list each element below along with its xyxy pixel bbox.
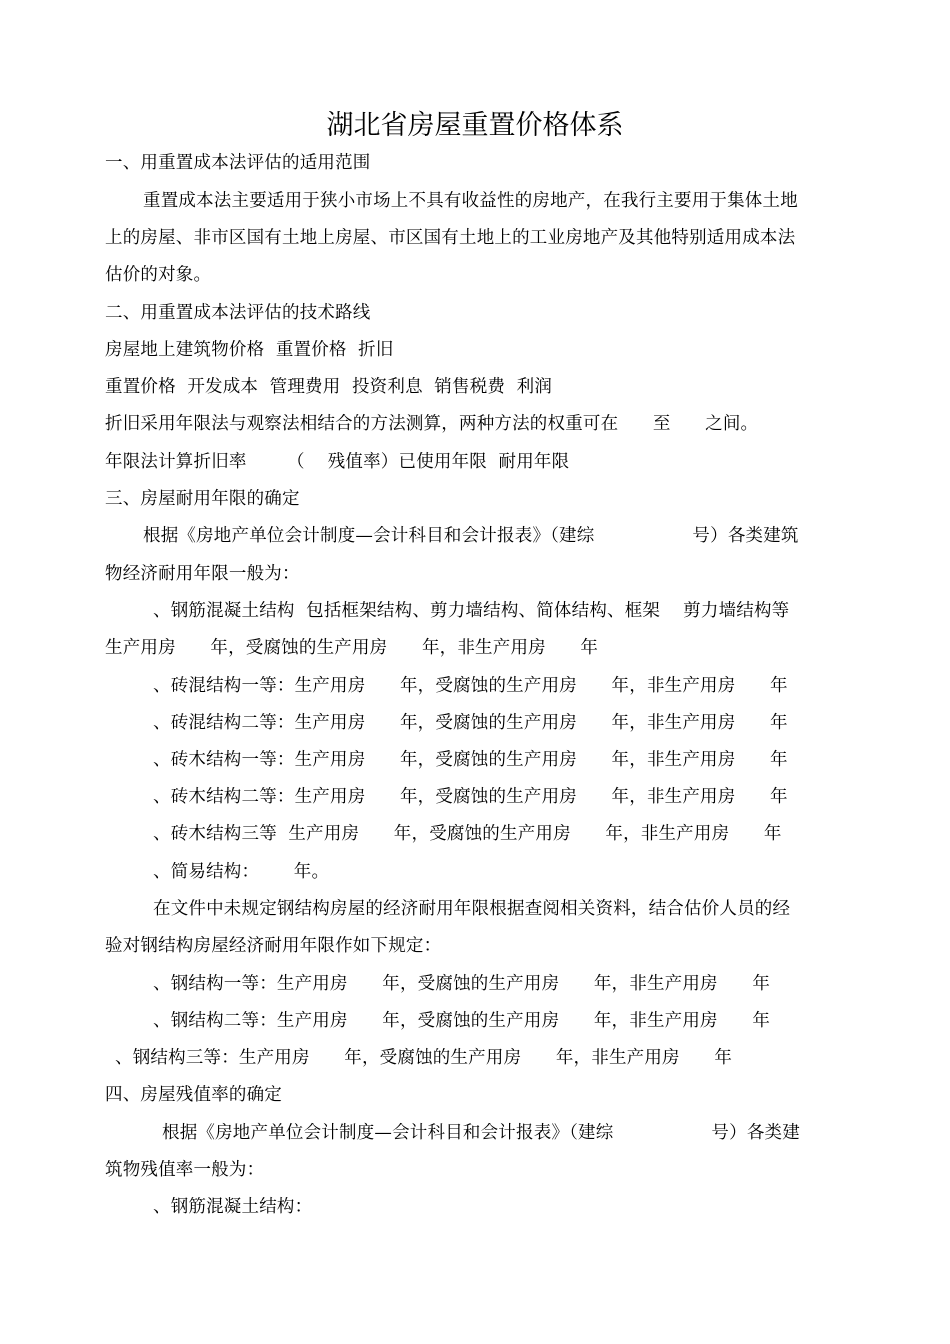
list-item: 、砖混结构一等：生产用房 年，受腐蚀的生产用房 年，非生产用房 年: [153, 676, 788, 696]
list-item: 、砖木结构一等：生产用房 年，受腐蚀的生产用房 年，非生产用房 年: [153, 750, 788, 770]
paragraph-line: 根据《房地产单位会计制度—会计科目和会计报表》（建综 号）各类建: [162, 1123, 800, 1143]
list-item: 、钢结构一等：生产用房 年，受腐蚀的生产用房 年，非生产用房 年: [153, 974, 771, 994]
paragraph-line: 估价的对象。: [105, 265, 212, 285]
document-title: 湖北省房屋重置价格体系: [326, 110, 624, 141]
formula-line: 年限法计算折旧率 （ 残值率）已使用年限 耐用年限: [105, 452, 570, 472]
section-heading-1: 一、用重置成本法评估的适用范围: [105, 153, 371, 173]
section-heading-3: 三、房屋耐用年限的确定: [105, 489, 300, 509]
list-item: 、砖木结构二等：生产用房 年，受腐蚀的生产用房 年，非生产用房 年: [153, 787, 788, 807]
paragraph-line: 验对钢结构房屋经济耐用年限作如下规定：: [105, 936, 442, 956]
paragraph-line: 上的房屋、非市区国有土地上房屋、市区国有土地上的工业房地产及其他特别适用成本法: [105, 228, 796, 248]
list-item: 、钢结构三等：生产用房 年，受腐蚀的生产用房 年，非生产用房 年: [115, 1048, 733, 1068]
formula-line: 房屋地上建筑物价格 重置价格 折旧: [105, 340, 394, 360]
list-item: 、砖混结构二等：生产用房 年，受腐蚀的生产用房 年，非生产用房 年: [153, 713, 788, 733]
list-item: 生产用房 年，受腐蚀的生产用房 年，非生产用房 年: [105, 638, 599, 658]
paragraph-line: 根据《房地产单位会计制度—会计科目和会计报表》（建综 号）各类建筑: [143, 526, 799, 546]
paragraph-line: 在文件中未规定钢结构房屋的经济耐用年限根据查阅相关资料，结合估价人员的经: [153, 899, 791, 919]
formula-line: 重置价格 开发成本 管理费用 投资利息 销售税费 利润: [105, 377, 553, 397]
paragraph-line: 折旧采用年限法与观察法相结合的方法测算，两种方法的权重可在 至 之间。: [105, 414, 759, 434]
section-heading-2: 二、用重置成本法评估的技术路线: [105, 303, 371, 323]
paragraph-line: 重置成本法主要适用于狭小市场上不具有收益性的房地产，在我行主要用于集体土地: [143, 191, 798, 211]
paragraph-line: 筑物残值率一般为：: [105, 1160, 265, 1180]
list-item: 、简易结构： 年。: [153, 862, 330, 882]
list-item: 、钢筋混凝土结构：: [153, 1197, 313, 1217]
list-item: 、钢结构二等：生产用房 年，受腐蚀的生产用房 年，非生产用房 年: [153, 1011, 771, 1031]
list-item: 、钢筋混凝土结构 包括框架结构、剪力墙结构、简体结构、框架 剪力墙结构等: [153, 601, 790, 621]
paragraph-line: 物经济耐用年限一般为：: [105, 564, 300, 584]
list-item: 、砖木结构三等 生产用房 年，受腐蚀的生产用房 年，非生产用房 年: [153, 824, 782, 844]
section-heading-4: 四、房屋残值率的确定: [105, 1085, 282, 1105]
